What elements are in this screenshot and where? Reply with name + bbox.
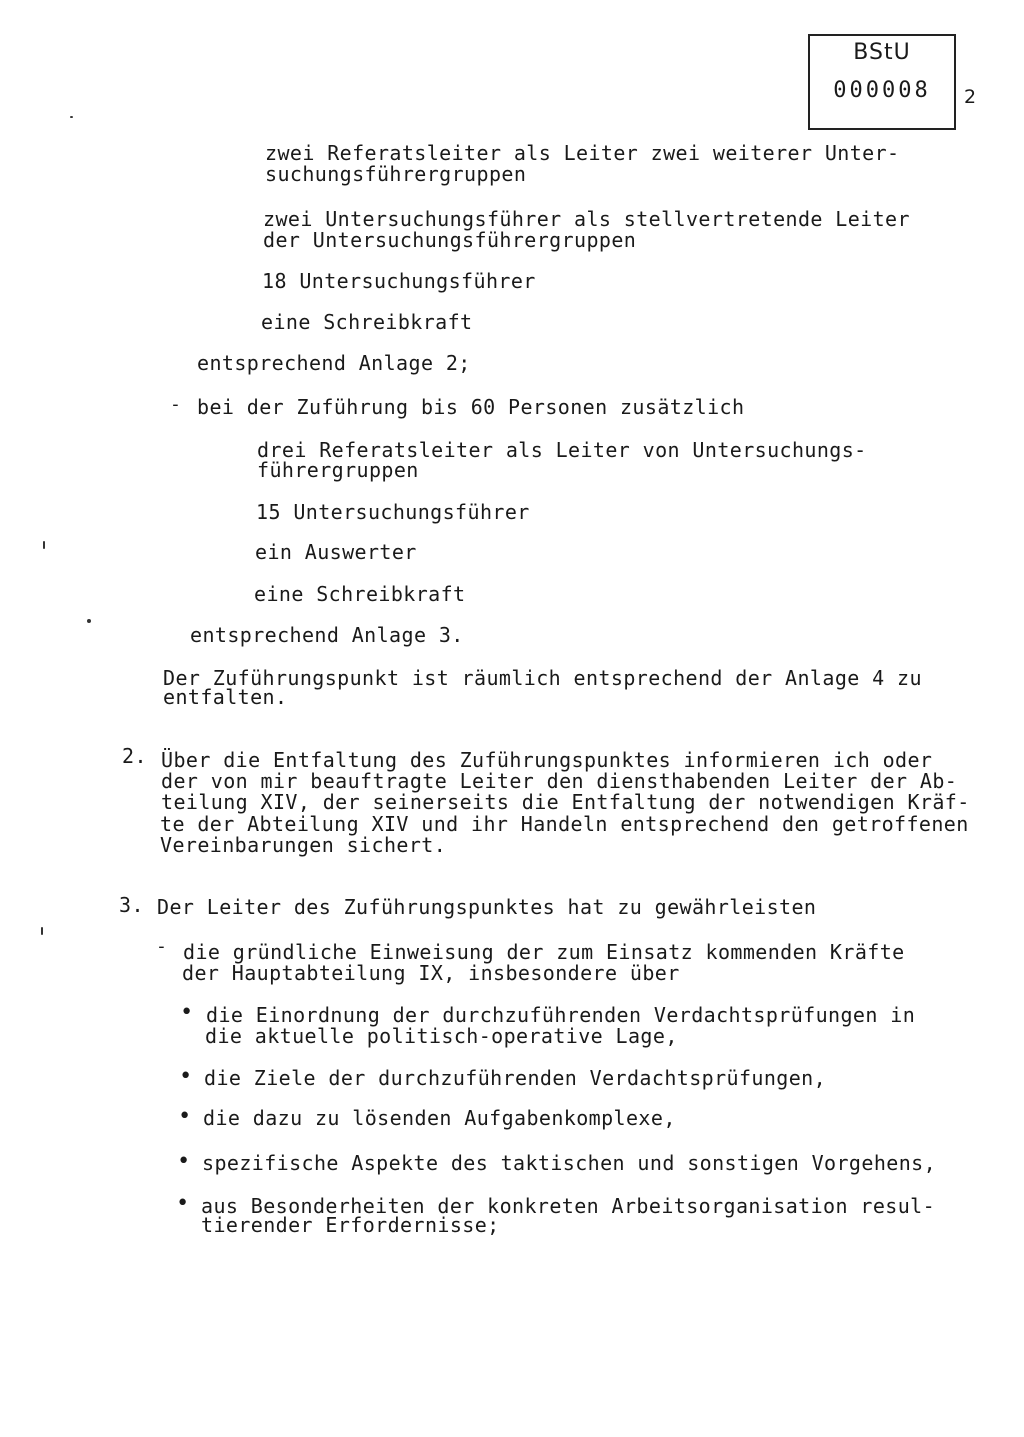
page-number: 2	[964, 86, 977, 108]
bullet-marker: •	[178, 1104, 192, 1129]
text-line: bei der Zuführung bis 60 Personen zusätzlich	[197, 395, 745, 419]
text-line: suchungsführergruppen	[265, 162, 527, 186]
text-line: drei Referatsleiter als Leiter von Untersuchungs-	[257, 438, 867, 462]
dash-marker: -	[170, 394, 181, 415]
text-line: 18 Untersuchungsführer	[262, 269, 536, 293]
text-line: tierender Erfordernisse;	[201, 1213, 500, 1237]
text-line: aus Besonderheiten der konkreten Arbeitsorganisation resul-	[201, 1194, 936, 1218]
bullet-marker: •	[180, 1000, 194, 1025]
scan-speck	[43, 541, 45, 549]
scan-speck	[70, 116, 73, 118]
text-line: die gründliche Einweisung der zum Einsatz kommenden Kräfte	[183, 940, 905, 964]
scan-speck	[41, 927, 43, 935]
bullet-marker: •	[179, 1064, 193, 1089]
text-line: die Einordnung der durchzuführenden Verdachtsprüfungen in	[206, 1003, 916, 1027]
bullet-marker: •	[177, 1149, 191, 1174]
text-line: entsprechend Anlage 3.	[190, 623, 464, 647]
scan-speck	[87, 619, 91, 623]
text-line: Über die Entfaltung des Zuführungspunktes informieren ich oder	[161, 748, 933, 772]
bullet-marker: •	[176, 1191, 190, 1216]
text-line: Der Leiter des Zuführungspunktes hat zu gewährleisten	[157, 895, 817, 919]
dash-marker: -	[156, 936, 167, 957]
text-line: zwei Referatsleiter als Leiter zwei weiterer Unter-	[265, 141, 900, 165]
item-number-2: 2.	[122, 744, 147, 768]
text-line: teilung XIV, der seinerseits die Entfaltung der notwendigen Kräf-	[161, 790, 970, 814]
text-line: entsprechend Anlage 2;	[197, 351, 471, 375]
text-line: die dazu zu lösenden Aufgabenkomplexe,	[203, 1106, 676, 1130]
text-line: der von mir beauftragte Leiter den diensthabenden Leiter der Ab-	[161, 769, 958, 793]
text-line: führergruppen	[257, 458, 419, 482]
text-line: te der Abteilung XIV und ihr Handeln entsprechend den getroffenen	[160, 812, 969, 836]
stamp-number: 000008	[833, 78, 931, 103]
text-line: der Untersuchungsführergruppen	[263, 228, 637, 252]
stamp-label: BStU	[853, 40, 911, 65]
text-line: spezifische Aspekte des taktischen und sonstigen Vorgehens,	[202, 1151, 937, 1175]
item-number-3: 3.	[119, 893, 144, 917]
text-line: der Hauptabteilung IX, insbesondere über	[182, 961, 680, 985]
text-line: eine Schreibkraft	[254, 582, 466, 606]
text-line: eine Schreibkraft	[261, 310, 473, 334]
text-line: die Ziele der durchzuführenden Verdachtsprüfungen,	[204, 1066, 827, 1090]
text-line: Der Zuführungspunkt ist räumlich entsprechend der Anlage 4 zu	[163, 666, 922, 690]
text-line: Vereinbarungen sichert.	[160, 833, 447, 857]
text-line: entfalten.	[163, 685, 288, 709]
text-line: die aktuelle politisch-operative Lage,	[205, 1024, 678, 1048]
text-line: zwei Untersuchungsführer als stellvertretende Leiter	[263, 207, 910, 231]
text-line: 15 Untersuchungsführer	[256, 500, 530, 524]
text-line: ein Auswerter	[255, 540, 417, 564]
bstu-archive-stamp	[808, 34, 956, 130]
